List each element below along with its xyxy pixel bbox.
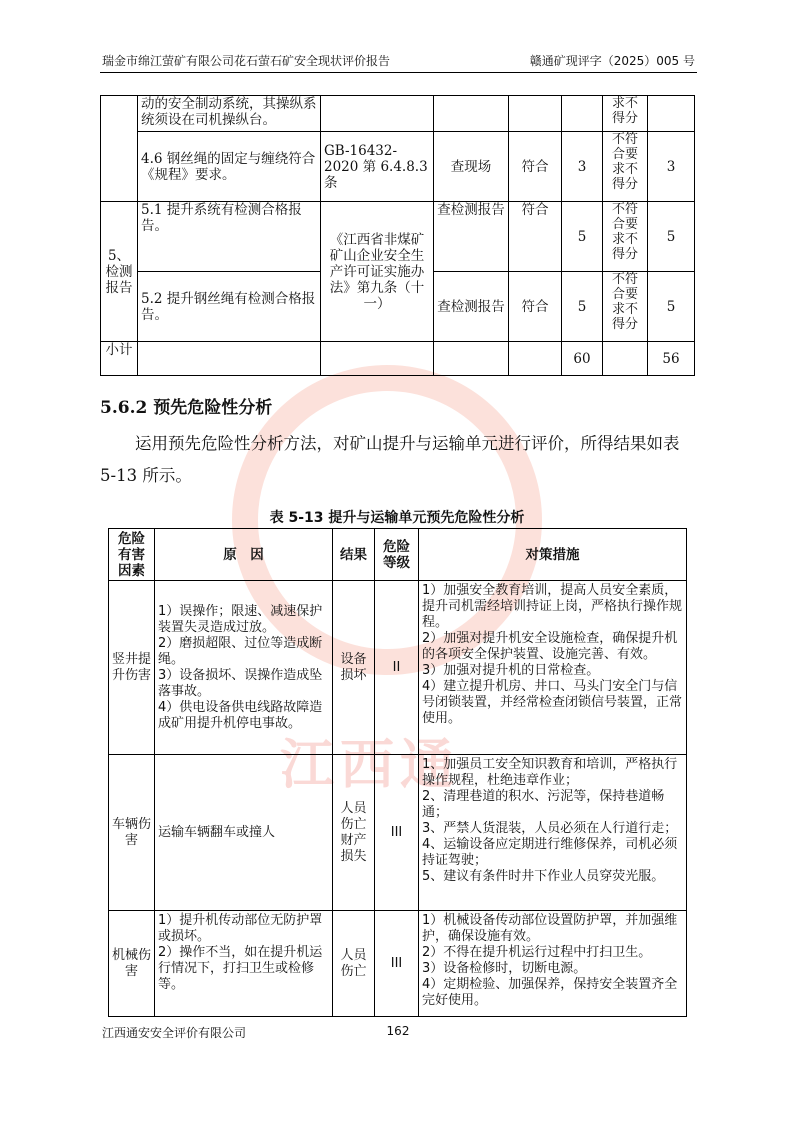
measure-line: 2、清理巷道的积水、污泥等，保持巷道畅通； — [422, 789, 665, 820]
cause-line: 2）操作不当，如在提升机运行情况下，打扫卫生或检修等。 — [158, 945, 323, 992]
measure-line: 2）加强对提升机安全设施检查，确保提升机的各项安全保护装置、设施完善、有效。 — [422, 631, 678, 662]
check-deduct: 不符合要求不得分 — [603, 132, 648, 202]
subtotal-actual: 56 — [648, 342, 695, 376]
header-cause: 原 因 — [155, 529, 333, 581]
header-rule — [100, 72, 697, 73]
check-actual: 5 — [648, 202, 695, 272]
subtotal-score: 60 — [562, 342, 603, 376]
check-actual: 5 — [648, 272, 695, 342]
cause-cell — [155, 755, 333, 911]
checklist-table — [100, 95, 695, 376]
table-row — [109, 911, 687, 1017]
check-item: 动的安全制动系统，其操纵系统须设在司机操纵台。 — [138, 96, 321, 132]
check-score: 5 — [562, 202, 603, 272]
measure-line: 5、建议有条件时井下作业人员穿荧光服。 — [422, 869, 665, 884]
measure-line: 1）机械设备传动部位设置防护罩，并加强维护，确保设施有效。 — [422, 913, 678, 944]
check-deduct: 不符合要求不得分 — [603, 272, 648, 342]
measure-line: 1）加强安全教育培训，提高人员安全素质，提升司机需经培训持证上岗，严格执行操作规程。 — [422, 583, 683, 630]
cause-line: 3）设备损坏、误操作造成坠落事故。 — [158, 667, 323, 699]
measure-line: 4）定期检验、加强保养，保持安全装置齐全完好使用。 — [422, 977, 678, 1008]
check-basis: GB-16432-2020 第 6.4.8.3 条 — [321, 132, 434, 202]
cause-line: 4）供电设备供电线路故障造成矿用提升机停电事故。 — [158, 699, 323, 731]
empty-cell — [434, 342, 509, 376]
header-result: 结果 — [333, 529, 375, 581]
subtotal-label: 小计 — [101, 342, 138, 376]
header-measures: 对策措施 — [419, 529, 687, 581]
empty-cell — [321, 342, 434, 376]
result-cell: 设备损坏 — [333, 581, 375, 755]
hazard-cell: 车辆伤害 — [109, 755, 155, 911]
check-item: 5.1 提升系统有检测合格报告。 — [138, 202, 321, 272]
cause-line: 运输车辆翻车或撞人 — [158, 824, 276, 840]
measure-line: 4）建立提升机房、井口、马头门安全门与信号闭锁装置，并经常检查闭锁信号装置，正常使用。 — [422, 679, 683, 726]
empty-cell — [138, 342, 321, 376]
measures-cell — [419, 755, 687, 911]
measure-line: 4、运输设备应定期进行维修保养，司机必须持证驾驶； — [422, 837, 678, 868]
result-cell: 人员伤亡财产损失 — [333, 755, 375, 911]
level-cell: II — [375, 581, 419, 755]
measure-line: 3）设备检修时，切断电源。 — [422, 961, 587, 976]
measures-cell — [419, 911, 687, 1017]
check-method — [434, 96, 509, 132]
check-score: 3 — [562, 132, 603, 202]
hazard-cell: 机械伤害 — [109, 911, 155, 1017]
cause-line: 1）提升机传动部位无防护罩或损坏。 — [158, 913, 323, 944]
check-basis: 《江西省非煤矿矿山企业安全生产许可证实施办法》第九条（十一） — [321, 202, 434, 342]
level-cell: III — [375, 911, 419, 1017]
hazard-cell: 竖井提升伤害 — [109, 581, 155, 755]
group-cell-prev — [101, 96, 138, 202]
check-method: 查现场 — [434, 132, 509, 202]
check-method: 查检测报告 — [434, 272, 509, 342]
result-cell: 人员伤亡 — [333, 911, 375, 1017]
check-result: 符合 — [509, 272, 562, 342]
header-report-number: 赣通矿现评字（2025）005 号 — [529, 54, 695, 68]
check-item: 5.2 提升钢丝绳有检测合格报告。 — [138, 272, 321, 342]
measures-cell — [419, 581, 687, 755]
header-report-title: 瑞金市绵江萤矿有限公司花石萤石矿安全现状评价报告 — [102, 54, 391, 68]
body-paragraph: 运用预先危险性分析方法，对矿山提升与运输单元进行评价，所得结果如表 5-13 所示。 — [100, 434, 680, 485]
header-hazard: 危险有害因素 — [109, 529, 155, 581]
empty-cell — [509, 342, 562, 376]
table-row — [101, 96, 695, 132]
table-row — [101, 132, 695, 202]
cause-line: 1）误操作；限速、减速保护装置失灵造成过放。 — [158, 603, 323, 635]
check-score: 5 — [562, 272, 603, 342]
check-actual: 3 — [648, 132, 695, 202]
table-row — [109, 581, 687, 755]
table-row — [101, 202, 695, 272]
check-deduct: 求不得分 — [603, 96, 648, 132]
measure-line: 3）加强对提升机的日常检查。 — [422, 663, 600, 678]
measure-line: 1、加强员工安全知识教育和培训，严格执行操作规程，杜绝违章作业； — [422, 757, 678, 788]
cause-cell — [155, 581, 333, 755]
watermark-text: 江西通 — [280, 733, 460, 796]
header-row — [109, 529, 687, 581]
measure-line: 3、严禁人货混装，人员必须在人行道行走； — [422, 821, 678, 836]
group-cell-inspection-report: 5、检测报告 — [101, 202, 138, 342]
measure-line: 2）不得在提升机运行过程中打扫卫生。 — [422, 945, 652, 960]
check-actual — [648, 96, 695, 132]
subtotal-row — [101, 342, 695, 376]
check-method: 查检测报告 — [434, 202, 509, 272]
table-caption: 表 5-13 提升与运输单元预先危险性分析 — [269, 510, 525, 526]
check-result: 符合 — [509, 132, 562, 202]
check-score — [562, 96, 603, 132]
check-result — [509, 96, 562, 132]
cause-cell — [155, 911, 333, 1017]
footer-company: 江西通安安全评价有限公司 — [102, 1026, 247, 1040]
page-header — [102, 52, 695, 70]
pha-table — [108, 528, 687, 1017]
table-row — [109, 755, 687, 911]
check-deduct: 不符合要求不得分 — [603, 202, 648, 272]
cause-line: 2）磨损超限、过位等造成断绳。 — [158, 635, 323, 667]
empty-cell — [603, 342, 648, 376]
header-level: 危险等级 — [375, 529, 419, 581]
check-result: 符合 — [509, 202, 562, 272]
page-number: 162 — [386, 1024, 410, 1038]
check-item: 4.6 钢丝绳的固定与缠绕符合《规程》要求。 — [138, 132, 321, 202]
check-basis — [321, 96, 434, 132]
level-cell: III — [375, 755, 419, 911]
section-title: 5.6.2 预先危险性分析 — [100, 398, 273, 418]
